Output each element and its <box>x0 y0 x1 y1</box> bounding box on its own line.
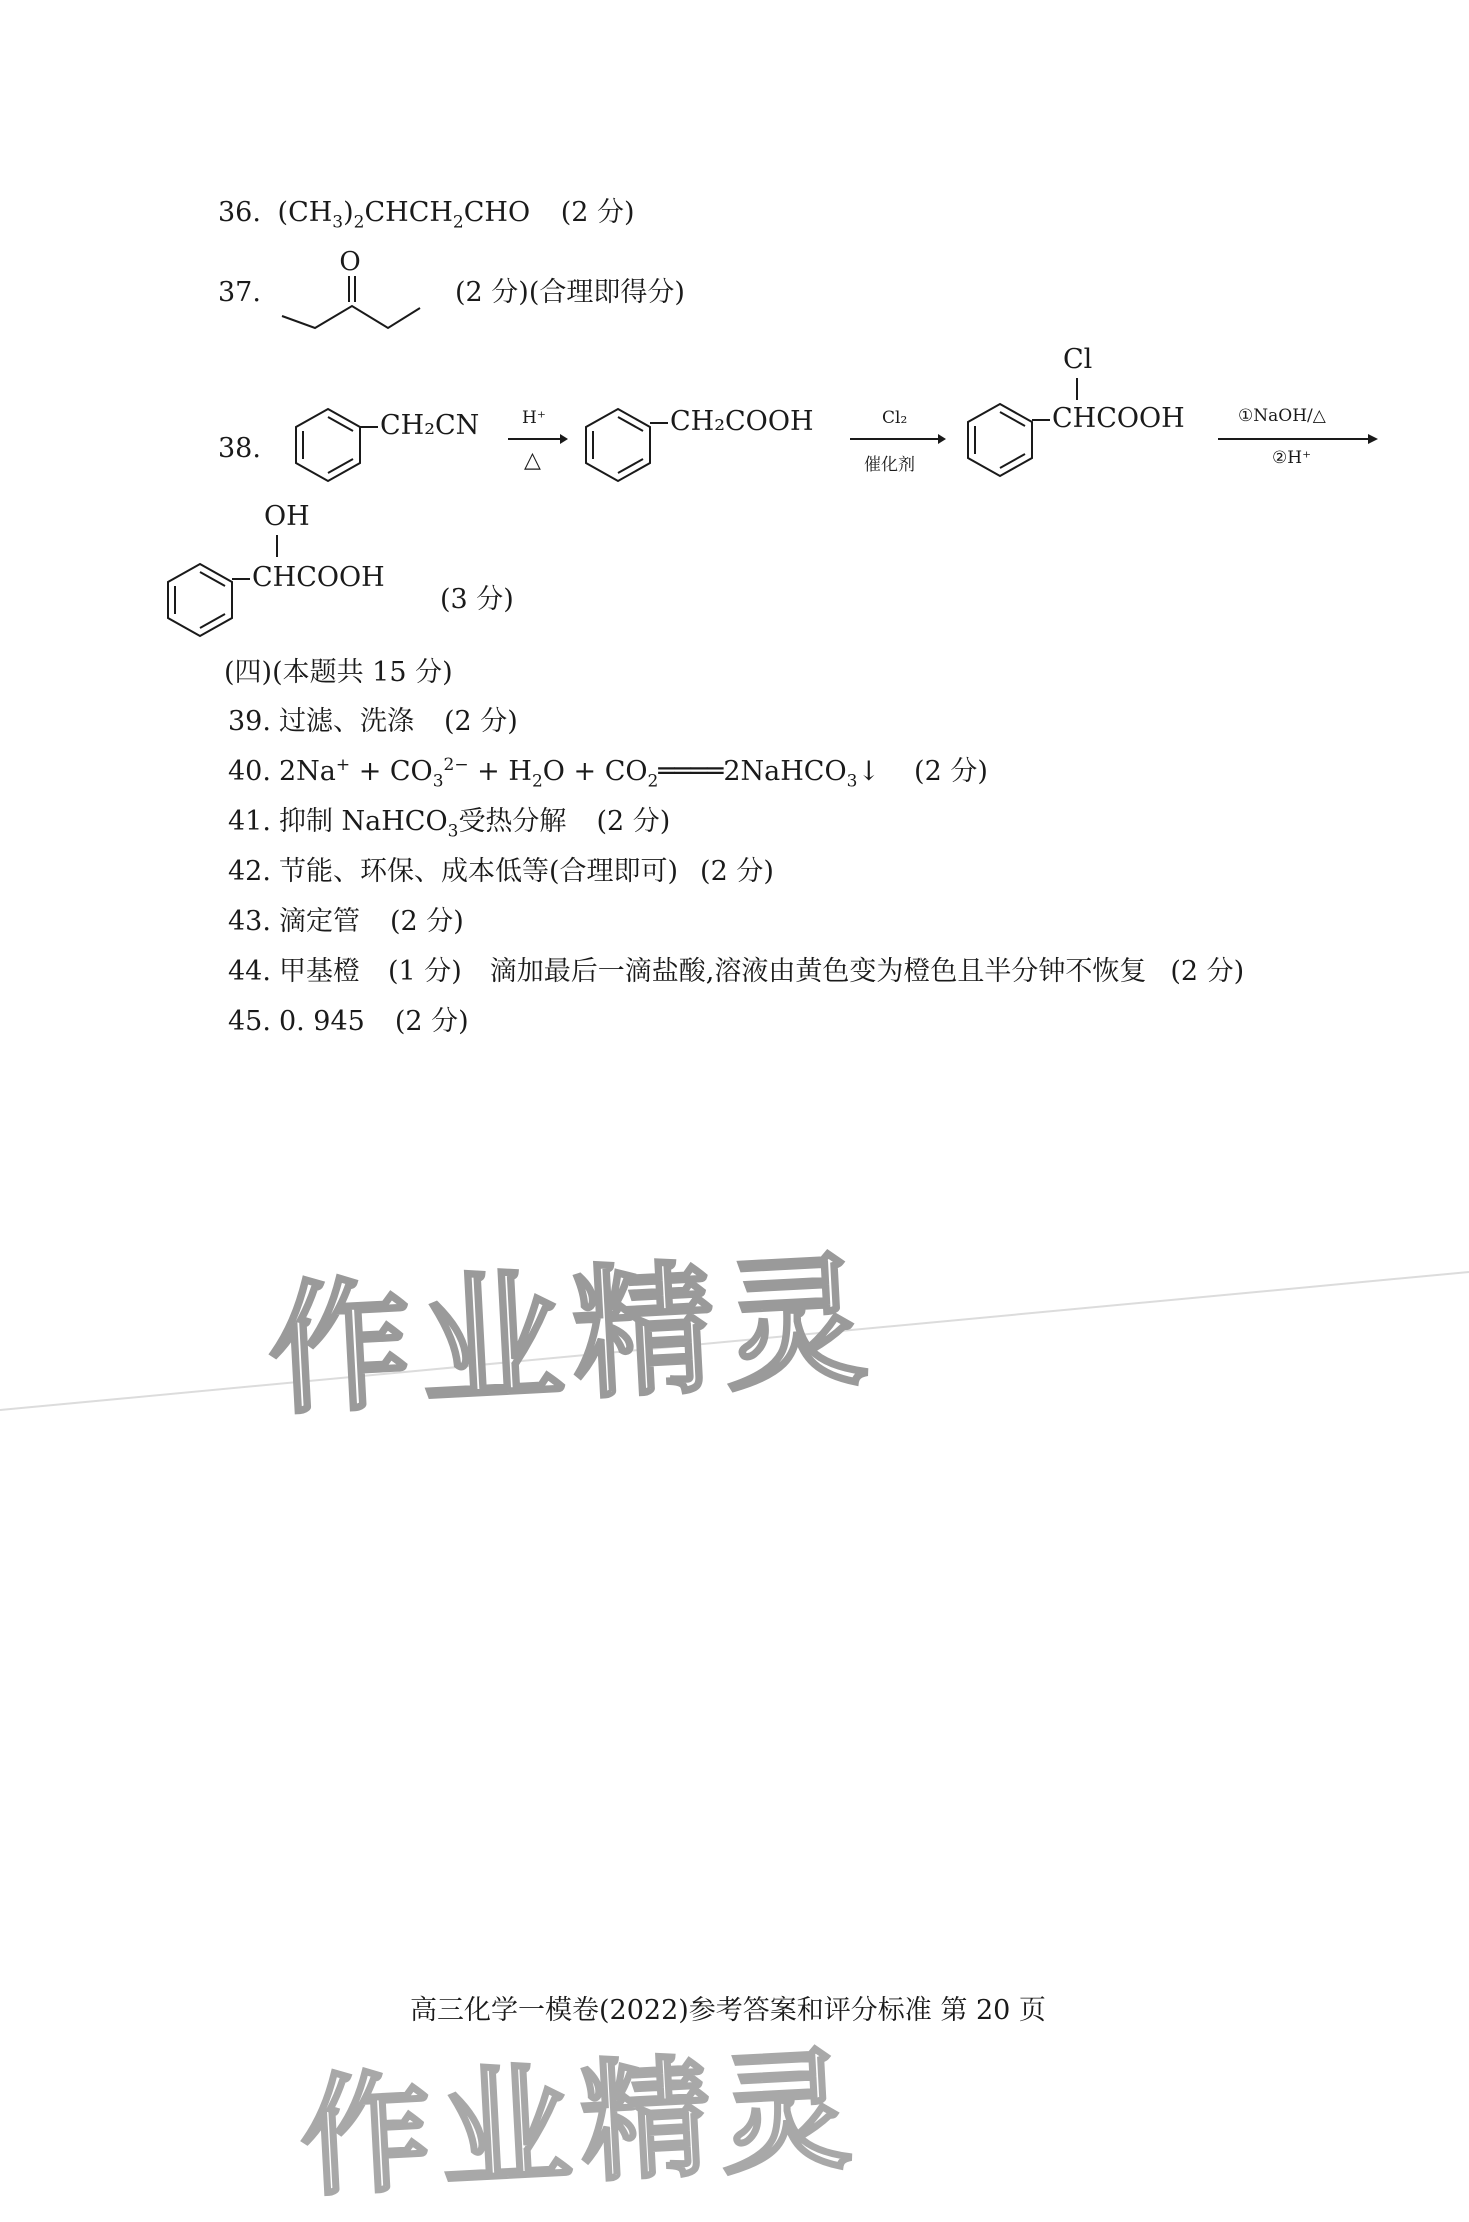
page-footer: 高三化学一模卷(2022)参考答案和评分标准 第 20 页 <box>410 1995 1046 2026</box>
answer-41 <box>228 805 671 842</box>
score: (2 分) <box>443 706 518 737</box>
arrow-2-bottom: 催化剂 <box>864 455 915 475</box>
substituent-text: CHCOOH <box>1052 403 1185 434</box>
answer-38-number: 38. <box>218 433 261 464</box>
score: (1 分) <box>387 956 462 987</box>
arrow-1-bottom: △ <box>524 448 541 473</box>
arrow-1 <box>508 433 568 445</box>
score-2: (2 分) <box>1170 956 1245 987</box>
substituent-text: CHCOOH <box>252 562 385 593</box>
benzene-ring-1 <box>288 405 368 485</box>
hydroxyl-label: OH <box>264 501 310 532</box>
answer-text: 抑制 NaHCO$_3$受热分解 <box>278 806 567 842</box>
answer-42 <box>228 855 774 889</box>
arrow-1-top: H⁺ <box>522 408 546 428</box>
formula: $(CH_3)_2CHCH_2CHO$ <box>277 197 531 233</box>
question-number: 39. <box>228 706 271 737</box>
question-number: 40. <box>228 756 271 787</box>
arrow-3 <box>1218 433 1378 445</box>
answer-text: 0. 945 <box>278 1006 365 1037</box>
arrow-3-top: ①NaOH/△ <box>1238 406 1326 426</box>
substituent-text: CH₂COOH <box>670 406 814 437</box>
phenylacetonitrile-label <box>360 409 479 443</box>
section-4-heading: (四)(本题共 15 分) <box>224 657 453 688</box>
answer-40 <box>228 755 988 792</box>
answer-text: 过滤、洗涤 <box>278 706 414 737</box>
chlorophenylacetic-acid-label <box>1032 402 1185 436</box>
arrow-2 <box>850 433 946 445</box>
chlorine-label: Cl <box>1063 344 1093 375</box>
question-number: 36. <box>218 197 261 228</box>
answer-text: 甲基橙 <box>278 956 360 987</box>
chlorine-bond <box>1076 378 1078 400</box>
watermark-footer: 作业精灵 <box>296 2033 865 2215</box>
butanone-structure <box>280 244 430 334</box>
score: (2 分) <box>700 856 774 887</box>
answer-45 <box>228 1005 469 1039</box>
answer-text: 滴定管 <box>278 906 360 937</box>
question-number: 45. <box>228 1006 271 1037</box>
answer-37-number: 37. <box>218 277 261 308</box>
score: (2 分) <box>560 197 635 228</box>
score: (2 分) <box>596 806 671 837</box>
benzene-ring-2 <box>578 405 658 485</box>
score: (2 分) <box>389 906 464 937</box>
hydroxyl-bond <box>276 535 278 557</box>
answer-44 <box>228 955 1244 989</box>
equation: $2Na^+ + CO_3^{2-} + H_2O$ + $CO_2════2NaHCO_3↓$ <box>278 755 881 792</box>
substituent-text: CH₂CN <box>380 410 480 441</box>
arrow-2-top: Cl₂ <box>882 408 908 428</box>
question-number: 41. <box>228 806 271 837</box>
score: (2 分) <box>914 756 988 787</box>
question-number: 42. <box>228 856 271 887</box>
arrow-3-bottom: ②H⁺ <box>1272 448 1312 468</box>
benzene-ring-3 <box>960 400 1040 480</box>
answer-43 <box>228 905 464 939</box>
phenylacetic-acid-label <box>650 405 814 439</box>
benzene-ring-4 <box>160 560 240 640</box>
answer-38-score: (3 分) <box>440 584 514 615</box>
watermark: 作业精灵 <box>264 1238 881 1435</box>
score: (2 分) <box>394 1006 469 1037</box>
answer-text: 节能、环保、成本低等(合理即可) <box>278 856 679 887</box>
answer-text-2: 滴加最后一滴盐酸,溶液由黄色变为橙色且半分钟不恢复 <box>489 956 1147 987</box>
oxygen-label: O <box>339 247 361 277</box>
answer-39 <box>228 705 518 739</box>
question-number: 44. <box>228 956 271 987</box>
mandelic-acid-label <box>232 561 385 595</box>
question-number: 43. <box>228 906 271 937</box>
answer-37-score: (2 分)(合理即得分) <box>455 277 685 308</box>
answer-36 <box>218 196 635 233</box>
